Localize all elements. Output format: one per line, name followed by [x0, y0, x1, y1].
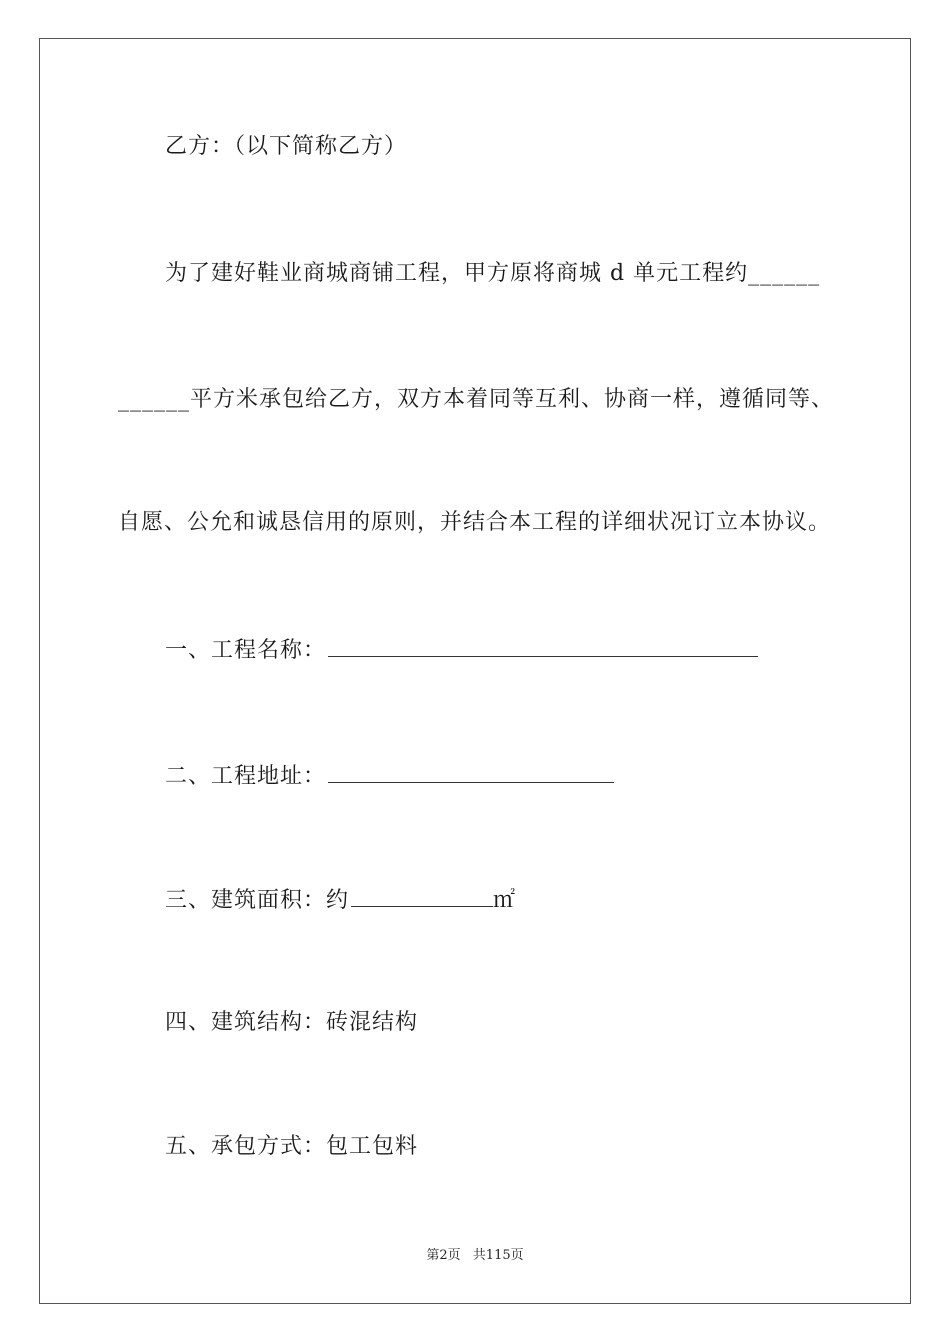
item-building-structure [165, 1008, 418, 1038]
item-project-name-label: 一、工程名称： [165, 638, 327, 663]
building-area-blank [351, 884, 493, 907]
page-footer [0, 1247, 950, 1265]
item-project-name [165, 634, 758, 666]
item-contract-method-label: 五、承包方式： [165, 1134, 327, 1159]
item-building-area-label: 三、建筑面积：约 [165, 888, 350, 913]
item-building-structure-label: 四、建筑结构： [165, 1010, 327, 1035]
item-contract-method-value: 包工包料 [326, 1134, 419, 1159]
total-pages: 共115页 [472, 1248, 524, 1263]
project-name-blank [328, 634, 758, 657]
item-project-address-label: 二、工程地址： [165, 764, 327, 789]
project-address-blank [328, 760, 614, 783]
intro-paragraph-line-1: 为了建好鞋业商城商铺工程，甲方原将商城 d 单元工程约______ [165, 261, 821, 286]
party-b-line: 乙方：（以下简称乙方） [165, 134, 408, 159]
page-border [39, 38, 911, 1304]
intro-paragraph-line-3: 自愿、公允和诚恳信用的原则，并结合本工程的详细状况订立本协议。 [118, 510, 832, 535]
item-contract-method [165, 1132, 418, 1162]
page-number: 第2页 [426, 1248, 461, 1263]
area-unit: ㎡ [493, 888, 517, 913]
intro-paragraph-line-2: ______平方米承包给乙方，双方本着同等互利、协商一样，遵循同等、 [118, 387, 835, 412]
item-project-address [165, 760, 614, 792]
item-building-area [165, 884, 516, 916]
item-building-structure-value: 砖混结构 [326, 1010, 419, 1035]
